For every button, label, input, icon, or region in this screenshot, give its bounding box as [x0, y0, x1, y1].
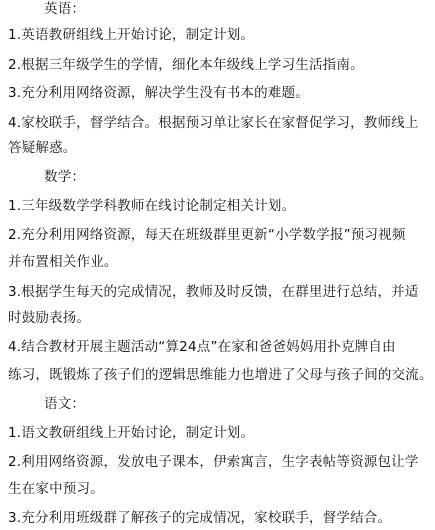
paragraph-line: 2.利用网络资源，发放电子课本，伊索寓言，生字表帖等资源包让学	[8, 454, 419, 470]
paragraph-line: 4.结合教材开展主题活动“算24点”在家和爸爸妈妈用扑克牌自由	[8, 339, 396, 355]
section-heading-math: 数学：	[44, 169, 86, 185]
paragraph-line: 练习，既锻炼了孩子们的逻辑思维能力也增进了父母与孩子间的交流。	[8, 367, 433, 383]
section-heading-english: 英语：	[44, 1, 86, 17]
paragraph-line: 3.充分利用班级群了解孩子的完成情况，家校联手，督学结合。	[8, 510, 392, 526]
paragraph-line: 时鼓励表扬。	[8, 310, 91, 326]
paragraph-line: 4.家校联手，督学结合。根据预习单让家长在家督促学习，教师线上	[8, 115, 419, 131]
paragraph-line: 2.根据三年级学生的学情，细化本年级线上学习生活指南。	[8, 57, 364, 73]
paragraph-line: 答疑解惑。	[8, 140, 77, 156]
section-heading-chinese: 语文：	[44, 396, 86, 412]
paragraph-line: 生在家中预习。	[8, 481, 104, 497]
paragraph-line: 3.充分利用网络资源，解决学生没有书本的难题。	[8, 85, 309, 101]
paragraph-line: 3.根据学生每天的完成情况，教师及时反馈，在群里进行总结，并适	[8, 284, 419, 300]
paragraph-line: 1.英语教研组线上开始讨论，制定计划。	[8, 27, 255, 43]
paragraph-line: 1.三年级数学学科教师在线讨论制定相关计划。	[8, 198, 296, 214]
paragraph-line: 并布置相关作业。	[8, 254, 118, 270]
paragraph-line: 2.充分利用网络资源，每天在班级群里更新“小学数学报”预习视频	[8, 227, 406, 243]
paragraph-line: 1.语文教研组线上开始讨论，制定计划。	[8, 425, 255, 441]
